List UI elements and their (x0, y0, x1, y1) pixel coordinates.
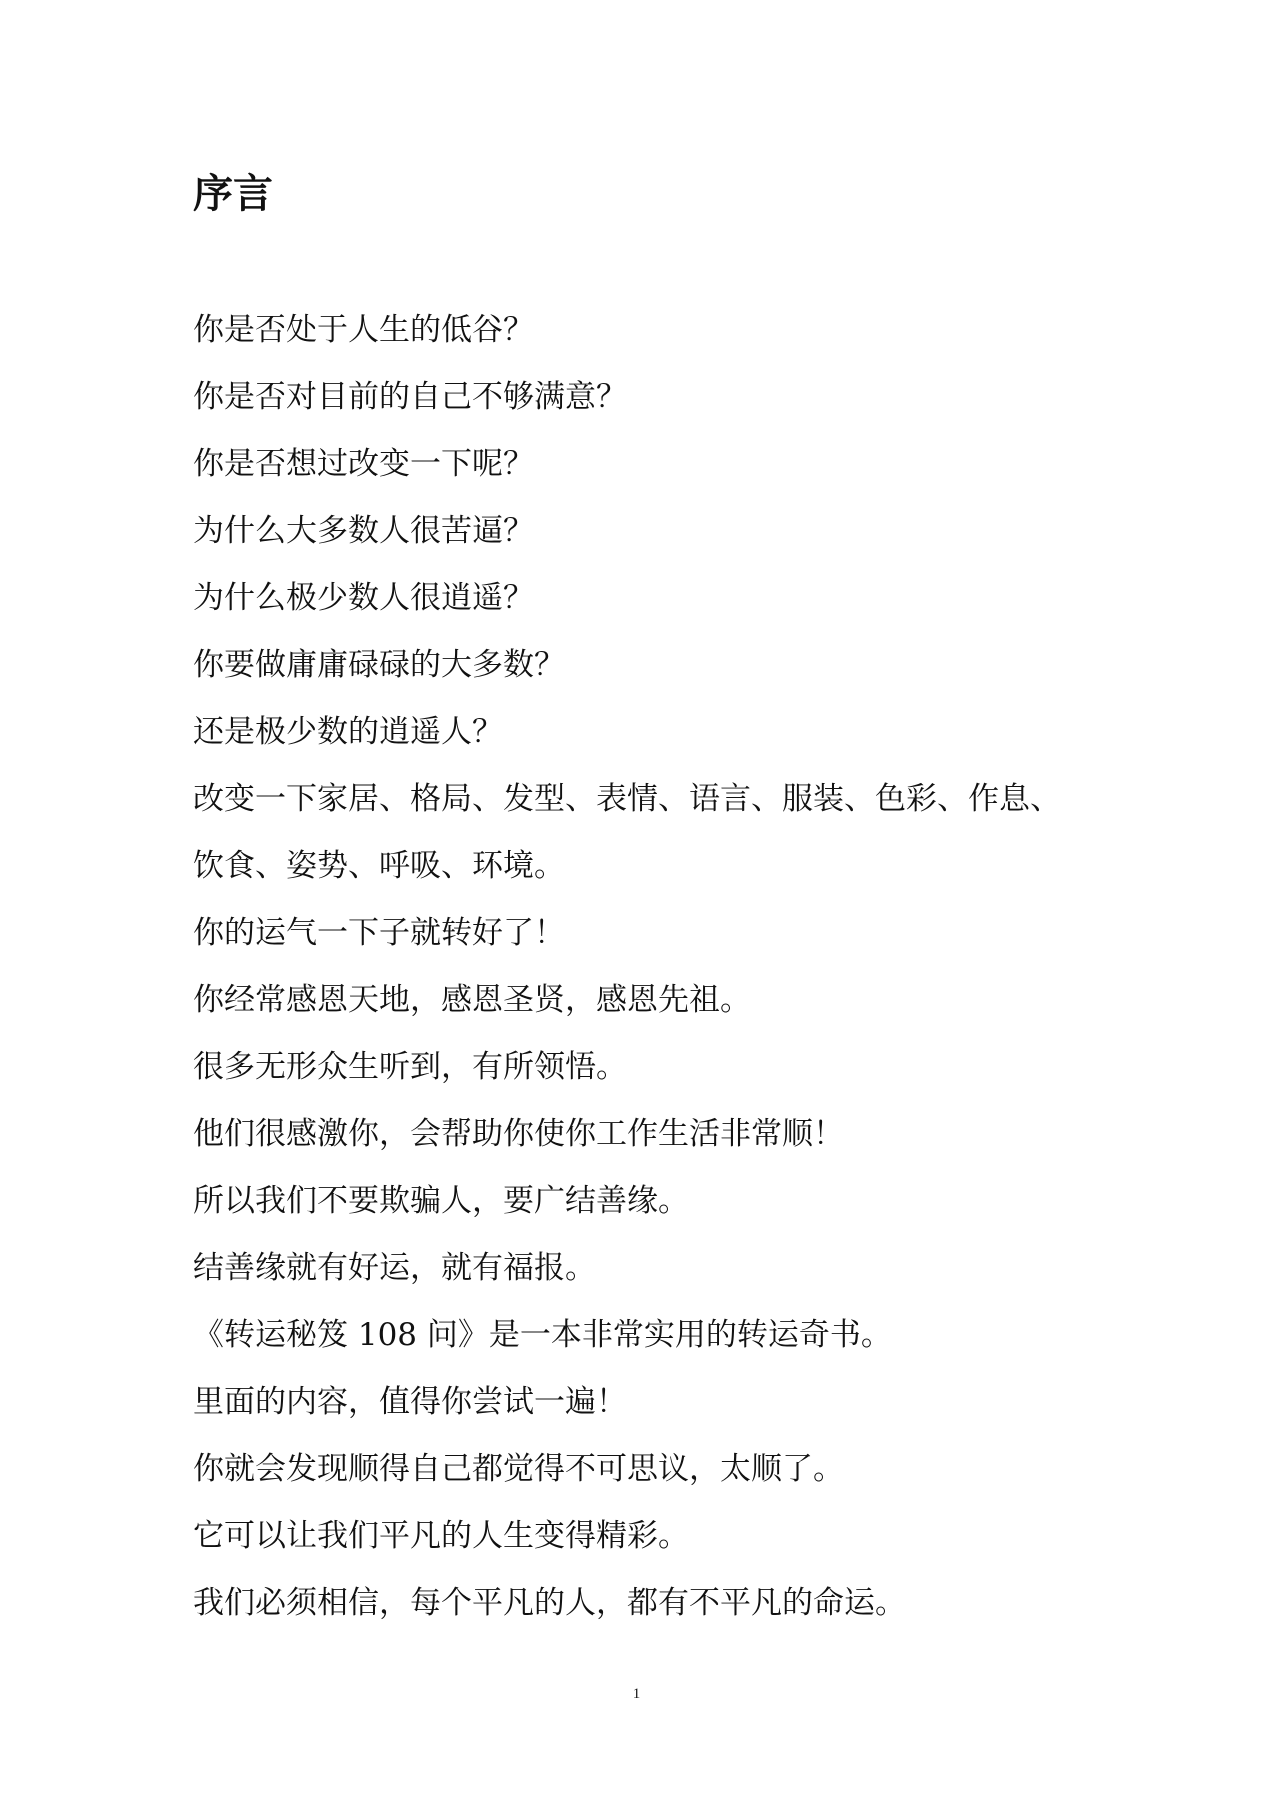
paragraph: 它可以让我们平凡的人生变得精彩。 (193, 1518, 689, 1554)
paragraph: 改变一下家居、格局、发型、表情、语言、服装、色彩、作息、饮食、姿势、呼吸、环境。 (193, 781, 1061, 884)
paragraph: 我们必须相信，每个平凡的人，都有不平凡的命运。 (193, 1585, 906, 1621)
paragraph: 你的运气一下子就转好了！ (193, 915, 565, 951)
paragraph: 《转运秘笈 108 问》是一本非常实用的转运奇书。 (193, 1317, 892, 1353)
section-title: 序言 (193, 171, 273, 217)
paragraph: 很多无形众生听到，有所领悟。 (193, 1049, 627, 1085)
paragraph: 你是否处于人生的低谷？ (193, 312, 534, 348)
page-number: 1 (632, 1686, 641, 1702)
body-text (193, 297, 1093, 1637)
paragraph: 里面的内容，值得你尝试一遍！ (193, 1384, 627, 1420)
paragraph: 为什么大多数人很苦逼？ (193, 513, 534, 549)
paragraph: 所以我们不要欺骗人，要广结善缘。 (193, 1183, 689, 1219)
paragraph: 还是极少数的逍遥人？ (193, 714, 503, 750)
paragraph: 你是否想过改变一下呢？ (193, 446, 534, 482)
paragraph: 他们很感激你，会帮助你使你工作生活非常顺！ (193, 1116, 844, 1152)
paragraph: 为什么极少数人很逍遥？ (193, 580, 534, 616)
paragraph: 你经常感恩天地，感恩圣贤，感恩先祖。 (193, 982, 751, 1018)
paragraph: 结善缘就有好运，就有福报。 (193, 1250, 596, 1286)
paragraph: 你就会发现顺得自己都觉得不可思议，太顺了。 (193, 1451, 844, 1487)
paragraph: 你要做庸庸碌碌的大多数？ (193, 647, 565, 683)
paragraph: 你是否对目前的自己不够满意？ (193, 379, 627, 415)
